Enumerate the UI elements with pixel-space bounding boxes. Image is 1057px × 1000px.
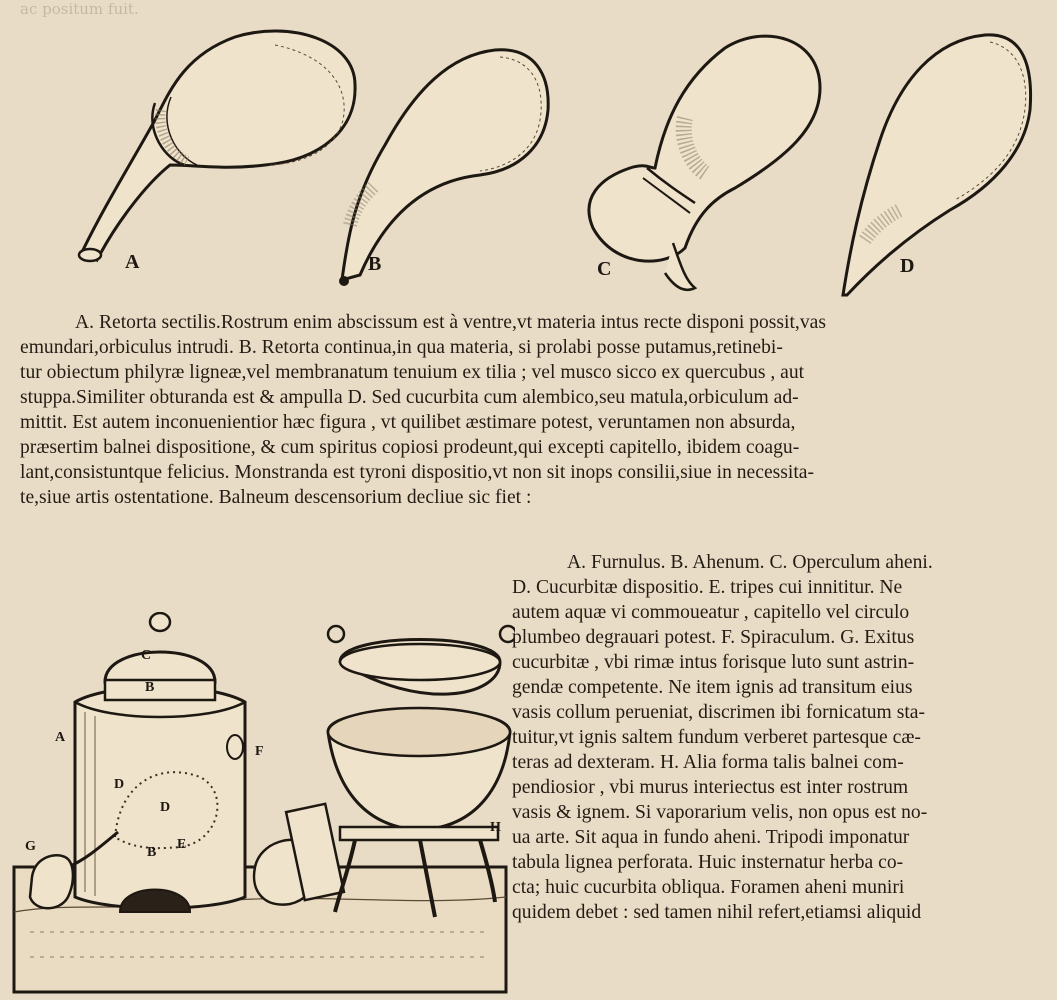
- side-line: D. Cucurbitæ dispositio. E. tripes cui innititur. Ne: [512, 577, 903, 598]
- main-line: stuppa.Similiter obturanda est & ampulla D. Sed cucurbita cum alembico,seu matula,orbiculum ad-: [20, 387, 799, 408]
- retort-letter-a: A: [125, 251, 140, 273]
- furnace-label-e: E: [177, 837, 187, 852]
- cutoff-header-text: ac positum fuit.: [20, 0, 139, 18]
- furnace-label-h: H: [490, 820, 501, 835]
- main-line: tur obiectum philyræ ligneæ,vel membranatum tenuium ex tilia ; vel musco sicco ex quercubus , aut: [20, 362, 805, 383]
- main-paragraph: [20, 310, 1050, 510]
- retort-drawing-b: [330, 35, 555, 295]
- side-line: cucurbitæ , vbi rimæ intus forisque luto sunt astrin-: [512, 652, 915, 673]
- retort-drawing-d: [835, 20, 1035, 300]
- retort-figure-b: [330, 35, 555, 295]
- side-line: vasis collum perueniat, discrimen ibi fornicatum sta-: [512, 702, 925, 723]
- furnace-label-b-bottom: B: [147, 845, 157, 860]
- side-line: quidem debet : sed tamen nihil refert,etiamsi aliquid: [512, 902, 922, 923]
- side-line: pendiosior , vbi murus interiectus est inter rostrum: [512, 777, 909, 798]
- furnace-label-g: G: [25, 839, 36, 854]
- side-line: cta; huic cucurbita obliqua. Foramen aheni muniri: [512, 877, 905, 898]
- retort-figure-c: [585, 18, 830, 298]
- side-line: ua arte. Sit aqua in fundo aheni. Tripodi imponatur: [512, 827, 910, 848]
- side-line: teras ad dexteram. H. Alia forma talis balnei com-: [512, 752, 904, 773]
- furnace-label-c: C: [141, 648, 152, 663]
- retort-figure-d: [835, 20, 1035, 300]
- furnace-drawing: [10, 612, 515, 997]
- retort-figure-a: [75, 15, 365, 280]
- balneum-illustration: [10, 612, 515, 997]
- main-line: lant,consistuntque felicius. Monstranda est tyroni dispositio,vt non sit inops consilii,siue in necessita-: [20, 462, 815, 483]
- side-line: autem aquæ vi commoueatur , capitello vel circulo: [512, 602, 910, 623]
- retort-letter-d: D: [900, 255, 915, 277]
- furnace-label-a: A: [55, 730, 66, 745]
- side-line: plumbeo degrauari potest. F. Spiraculum. G. Exitus: [512, 627, 915, 648]
- side-line: A. Furnulus. B. Ahenum. C. Operculum aheni.: [567, 552, 933, 573]
- side-line: gendæ competente. Ne item ignis ad transitum eius: [512, 677, 913, 698]
- side-line: tabula lignea perforata. Huic insternatur herba co-: [512, 852, 904, 873]
- retort-drawing-c: [585, 18, 830, 298]
- main-line: te,siue artis ostentatione. Balneum descensorium decliue sic fiet :: [20, 487, 532, 508]
- side-paragraph: [512, 550, 1057, 925]
- furnace-label-d-center: D: [160, 800, 171, 815]
- main-line: A. Retorta sectilis.Rostrum enim abscissum est à ventre,vt materia intus recte disponi possit,vas: [75, 312, 826, 333]
- side-line: vasis & ignem. Si vaporarium velis, non opus est no-: [512, 802, 928, 823]
- main-line: emundari,orbiculus intrudi. B. Retorta continua,in qua materia, si prolabi posse putamus,retinebi-: [20, 337, 783, 358]
- furnace-label-d-left: D: [114, 777, 125, 792]
- main-line: præsertim balnei dispositione, & cum spiritus copiosi prodeunt,qui excepti capitello, ibidem coagu-: [20, 437, 800, 458]
- retort-letter-c: C: [597, 258, 612, 280]
- retort-letter-b: B: [368, 253, 382, 275]
- furnace-label-f: F: [255, 744, 264, 759]
- retort-drawing-a: [75, 15, 365, 280]
- main-line: mittit. Est autem inconuenientior hæc figura , vt quilibet æstimare potest, veruntamen non absurda,: [20, 412, 796, 433]
- side-line: tuitur,vt ignis saltem fundum verberet partesque cæ-: [512, 727, 921, 748]
- furnace-label-b-top: B: [145, 680, 155, 695]
